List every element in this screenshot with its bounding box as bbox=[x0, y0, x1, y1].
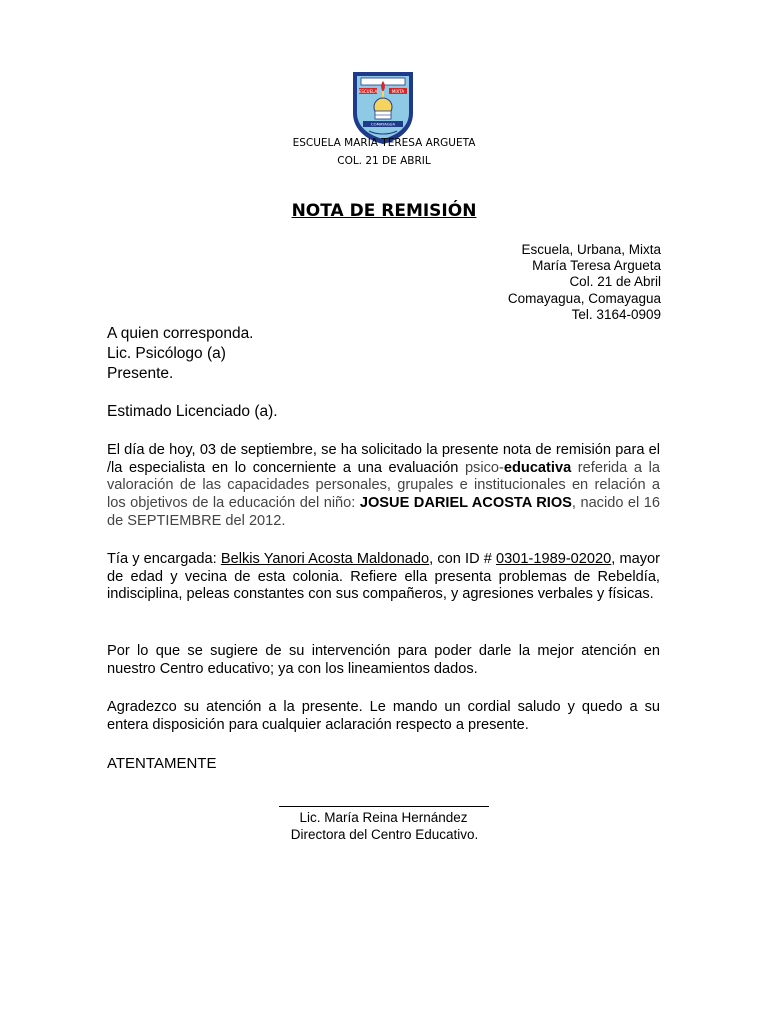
recipient-line: Presente. bbox=[107, 365, 174, 382]
text-run: psico- bbox=[464, 459, 504, 476]
signature-line bbox=[279, 806, 489, 807]
text-run: , nacido el 16 de SEPTIEMBRE del 2012. bbox=[107, 495, 660, 529]
paragraph-referral bbox=[107, 442, 660, 531]
sender-address bbox=[508, 242, 661, 323]
student-name: JOSUE DARIEL ACOSTA RIOS bbox=[359, 495, 572, 512]
text-run: Tía y encargada: bbox=[107, 551, 221, 567]
text-run: referida a la valoración de las capacidades personales, grupales e institucionales en relación a los objetivos de la educación del niño: bbox=[107, 459, 660, 512]
paragraph-thanks: Agradezco su atención a la presente. Le mando un cordial saludo y quedo a su entera disposición para cualquier aclaración respecto a presente. bbox=[107, 699, 660, 733]
paragraph-suggestion: Por lo que se sugiere de su intervención para poder darle la mejor atención en nuestro Centro educativo; ya con los lineamientos dados. bbox=[107, 643, 660, 677]
signature-block bbox=[0, 809, 768, 843]
signatory-role: Directora del Centro Educativo. bbox=[290, 827, 479, 842]
closing: ATENTAMENTE bbox=[107, 755, 217, 772]
crest-banner-left: ESCUELA bbox=[358, 89, 378, 94]
crest-ribbon-text: COMAYAGUA bbox=[370, 121, 396, 127]
guardian-name: Belkis Yanori Acosta Maldonado bbox=[220, 551, 430, 567]
crest-banner-right: MIXTA bbox=[391, 89, 405, 94]
text-run: , con ID # bbox=[429, 551, 497, 567]
address-line: Escuela, Urbana, Mixta bbox=[521, 242, 661, 257]
address-line: Comayagua, Comayagua bbox=[507, 290, 661, 306]
text-run: , mayor de edad y vecina de esta colonia. Refiere ella presenta problemas de Rebeldía, indisciplina, peleas constantes con sus compañeros, y agresiones verbales y físicas. bbox=[107, 551, 661, 603]
guardian-id: 0301-1989-02020 bbox=[496, 551, 612, 567]
document-title: NOTA DE REMISIÓN bbox=[291, 201, 477, 221]
paragraph-guardian bbox=[107, 551, 660, 604]
school-name: ESCUELA MARIA TERESA ARGUETA bbox=[292, 137, 476, 149]
recipient-block bbox=[107, 324, 254, 384]
address-line: María Teresa Argueta bbox=[532, 258, 661, 274]
school-crest-logo bbox=[351, 69, 415, 145]
salutation: Estimado Licenciado (a). bbox=[107, 403, 278, 420]
signatory-name: Lic. María Reina Hernández bbox=[299, 810, 468, 825]
text-run-bold: educativa bbox=[503, 459, 572, 476]
school-colony: COL. 21 DE ABRIL bbox=[337, 155, 431, 167]
recipient-line: A quien corresponda. bbox=[107, 325, 254, 342]
text-run: El día de hoy, 03 de septiembre, se ha solicitado la presente nota de remisión para el /la especialista en lo concerniente a una evaluación bbox=[107, 442, 660, 476]
recipient-line: Lic. Psicólogo (a) bbox=[107, 345, 226, 362]
address-phone: Tel. 3164-0909 bbox=[571, 306, 661, 322]
address-line: Col. 21 de Abril bbox=[569, 274, 661, 290]
